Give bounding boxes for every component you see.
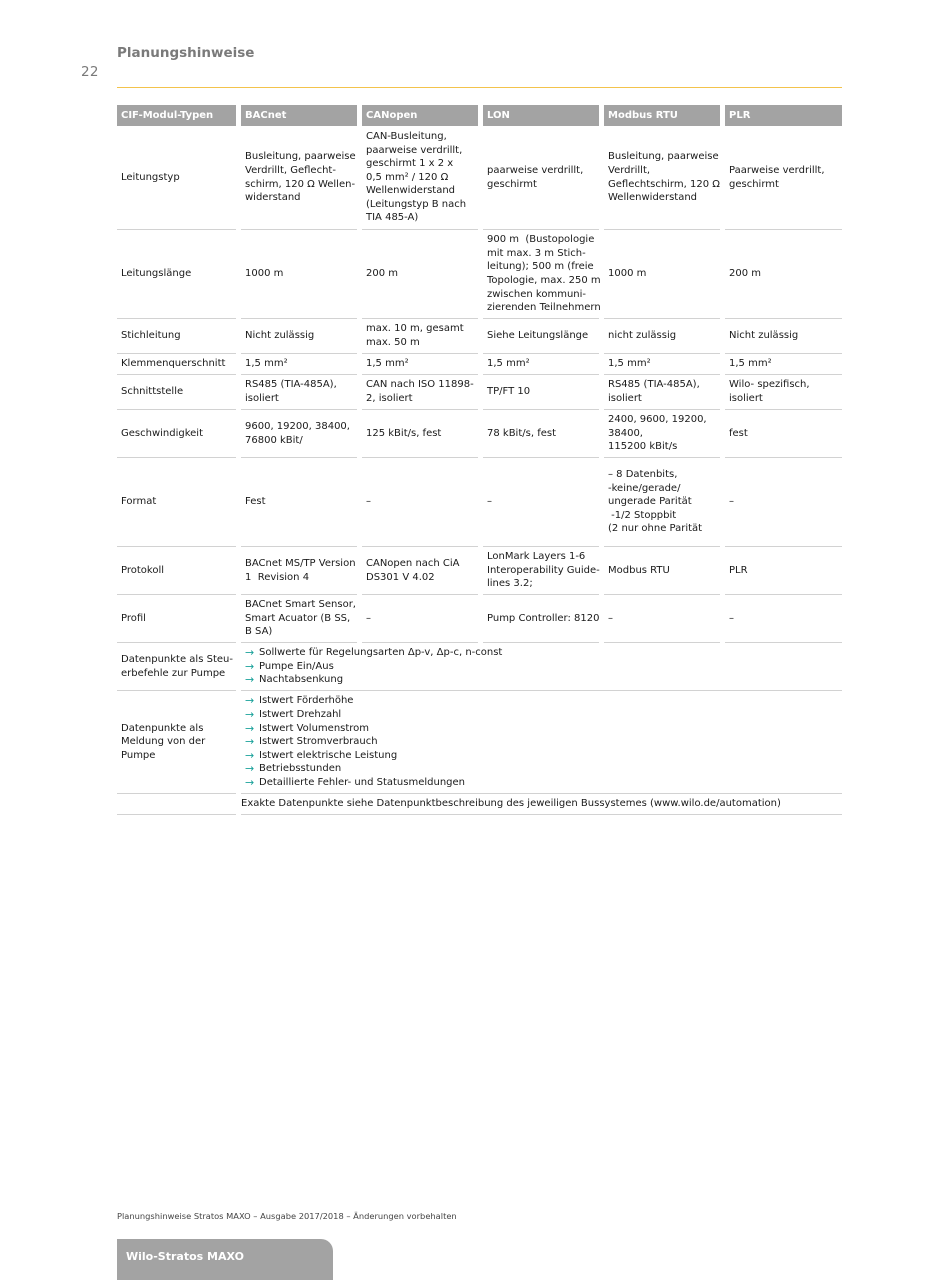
table-cell-line: 9600, 19200, 38400,	[245, 420, 350, 432]
row-label: Leitungslänge	[117, 230, 236, 319]
table-cell	[725, 458, 842, 547]
table-cell	[362, 458, 478, 547]
table-row	[117, 458, 842, 547]
row-label: Profil	[117, 595, 236, 643]
table-row	[117, 230, 842, 319]
table-cell	[483, 547, 599, 595]
row-label-line: Datenpunkte als	[121, 722, 204, 734]
control-points-row	[117, 643, 842, 691]
table-cell-line: DS301 V 4.02	[366, 571, 435, 583]
table-cell-line: isoliert	[245, 393, 279, 404]
table-cell-line: 1,5 mm²	[729, 358, 772, 370]
table-cell	[362, 230, 478, 319]
table-cell	[241, 458, 357, 547]
arrow-right-icon: →	[245, 659, 255, 673]
table-cell-line: geschirmt 1 x 2 x	[366, 158, 454, 170]
arrow-right-icon: →	[245, 721, 255, 735]
table-row	[117, 595, 842, 643]
list-item-text: Sollwerte für Regelungsarten Δp-v, Δp-c, n-const	[259, 647, 503, 659]
table-cell-line: Wilo- spezifisch,	[729, 379, 810, 391]
row-label-line: Meldung von der	[121, 736, 206, 748]
row-label: Geschwindigkeit	[117, 410, 236, 458]
table-cell-line: B SA)	[245, 626, 273, 638]
list-item-text: Istwert Stromverbrauch	[259, 736, 378, 748]
table-cell	[725, 319, 842, 354]
table-cell	[241, 547, 357, 595]
table-cell-line: 1,5 mm²	[245, 358, 288, 370]
list-item-text: Pumpe Ein/Aus	[259, 660, 334, 672]
list-item	[245, 660, 838, 674]
table-cell	[241, 375, 357, 410]
table-cell-line: -1/2 Stoppbit	[608, 509, 677, 521]
table-cell	[241, 410, 357, 458]
row-label: Leitungstyp	[117, 126, 236, 230]
list-item-text: Detaillierte Fehler- und Statusmeldungen	[259, 776, 466, 788]
row-label-line: erbefehle zur Pumpe	[121, 667, 226, 679]
footer-text: Planungshinweise Stratos MAXO – Ausgabe 2017/2018 – Änderungen vorbehalten	[117, 1211, 457, 1221]
table-cell	[483, 595, 599, 643]
table-row	[117, 410, 842, 458]
table-cell	[604, 595, 720, 643]
table-cell	[241, 595, 357, 643]
table-cell-line: ungerade Parität	[608, 496, 692, 508]
table-cell	[362, 410, 478, 458]
row-label-line: Datenpunkte als Steu-	[121, 653, 233, 665]
table-cell-line: LonMark Layers 1-6	[487, 551, 586, 563]
table-cell-line: CAN-Busleitung,	[366, 130, 447, 142]
footer-tab	[117, 1239, 333, 1280]
table-cell-line: TP/FT 10	[487, 386, 531, 398]
list-item	[245, 646, 838, 660]
table-cell-line: CANopen nach CiA	[366, 557, 460, 569]
list-item	[245, 776, 838, 790]
table-row	[117, 126, 842, 230]
table-cell	[604, 354, 720, 375]
table-cell-line: isoliert	[729, 393, 763, 404]
table-cell	[483, 354, 599, 375]
table-cell	[725, 354, 842, 375]
table-cell-line: max. 50 m	[366, 337, 420, 348]
table-row	[117, 547, 842, 595]
row-label	[117, 691, 236, 794]
table-cell	[362, 547, 478, 595]
list-item-text: Nachtabsenkung	[259, 674, 344, 686]
table-cell-line: Nicht zulässig	[729, 330, 799, 342]
note-row	[117, 794, 842, 815]
table-cell-line: Paarweise verdrillt,	[729, 164, 825, 176]
table-cell-line: 900 m (Bustopologie	[487, 234, 595, 246]
arrow-right-icon: →	[245, 735, 255, 749]
table-cell	[604, 458, 720, 547]
table-cell-line: 125 kBit/s, fest	[366, 427, 442, 439]
table-cell-line: Wellenwiderstand	[608, 192, 698, 204]
row-label: Klemmenquerschnitt	[117, 354, 236, 375]
table-cell	[241, 230, 357, 319]
table-cell	[483, 410, 599, 458]
table-cell-line: paarweise verdrillt,	[366, 144, 463, 156]
table-cell-line: schirm, 120 Ω Wellen-	[245, 178, 356, 190]
table-cell-line: leitung); 500 m (freie	[487, 261, 594, 273]
column-header: BACnet	[241, 105, 357, 126]
table-cell	[725, 547, 842, 595]
table-cell	[362, 595, 478, 643]
table-cell-line: Pump Controller: 8120	[487, 612, 600, 624]
list-item	[245, 673, 838, 687]
table-cell-line: –	[729, 496, 734, 508]
table-cell-line: Geflechtschirm, 120 Ω	[608, 178, 720, 190]
table-cell-line: –	[608, 612, 613, 624]
list-item-text: Istwert elektrische Leistung	[259, 749, 398, 761]
table-cell-line: (2 nur ohne Parität	[608, 523, 703, 535]
table-cell	[483, 126, 599, 230]
arrow-right-icon: →	[245, 775, 255, 789]
row-label: Stichleitung	[117, 319, 236, 354]
table-cell-line: lines 3.2;	[487, 578, 533, 590]
arrow-right-icon: →	[245, 748, 255, 762]
table-cell-line: Busleitung, paarweise	[245, 151, 356, 163]
table-cell-line: Wellenwiderstand	[366, 185, 456, 197]
table-cell	[725, 595, 842, 643]
table-cell-line: 76800 kBit/	[245, 434, 303, 446]
table-cell	[604, 410, 720, 458]
table-cell	[362, 354, 478, 375]
table-cell-line: Busleitung, paarweise	[608, 151, 719, 163]
table-cell-line: 2, isoliert	[366, 393, 413, 404]
table-cell-line: 200 m	[366, 268, 399, 280]
arrow-right-icon: →	[245, 646, 255, 660]
table-cell-line: 1,5 mm²	[487, 358, 530, 370]
table-cell	[725, 230, 842, 319]
list-item	[245, 735, 838, 749]
table-cell-line: CAN nach ISO 11898-	[366, 379, 474, 391]
table-cell	[241, 319, 357, 354]
table-cell-line: 0,5 mm² / 120 Ω	[366, 171, 449, 183]
table-cell-line: RS485 (TIA-485A),	[608, 379, 700, 391]
table-cell-line: 38400,	[608, 427, 643, 439]
list-item	[245, 708, 838, 722]
bullet-list	[241, 643, 842, 691]
column-header: Modbus RTU	[604, 105, 720, 126]
table-cell-line: Smart Acuator (B SS,	[245, 612, 351, 624]
bullet-list	[241, 691, 842, 794]
table-cell-line: –	[487, 496, 492, 508]
table-cell-line: 78 kBit/s, fest	[487, 427, 556, 439]
table-cell-line: Verdrillt,	[608, 164, 651, 176]
table-header-row	[117, 105, 842, 126]
row-label	[117, 794, 236, 815]
table-cell-line: 1000 m	[245, 268, 284, 280]
table-cell	[725, 375, 842, 410]
specification-table	[117, 105, 842, 815]
table-cell-line: zwischen kommuni-	[487, 288, 587, 300]
list-item-text: Betriebsstunden	[259, 763, 342, 775]
header-rule	[117, 87, 842, 88]
table-cell	[604, 126, 720, 230]
table-cell-line: RS485 (TIA-485A),	[245, 379, 337, 391]
table-cell-line: 1,5 mm²	[366, 358, 409, 370]
table-cell	[362, 319, 478, 354]
list-item-text: Istwert Volumenstrom	[259, 722, 370, 734]
table-cell	[604, 375, 720, 410]
arrow-right-icon: →	[245, 708, 255, 722]
table-cell-line: zierenden Teilnehmern	[487, 302, 601, 314]
arrow-right-icon: →	[245, 694, 255, 708]
table-cell-line: 1 Revision 4	[245, 571, 310, 583]
table-cell	[483, 319, 599, 354]
table-cell	[241, 126, 357, 230]
table-cell-line: PLR	[729, 564, 748, 576]
table-cell-line: TIA 485-A)	[366, 212, 419, 224]
column-header: CIF-Modul-Typen	[117, 105, 236, 126]
row-label	[117, 643, 236, 691]
table-cell-line: 115200 kBit/s	[608, 441, 678, 453]
table-cell-line: Fest	[245, 496, 266, 508]
table-cell-line: –	[729, 612, 734, 624]
table-row	[117, 319, 842, 354]
report-points-row	[117, 691, 842, 794]
table-cell-line: Nicht zulässig	[245, 330, 315, 342]
table-cell-line: BACnet Smart Sensor,	[245, 599, 356, 611]
list-item	[245, 762, 838, 776]
list-item-text: Istwert Drehzahl	[259, 709, 342, 721]
table-cell-line: geschirmt	[729, 178, 779, 190]
row-label: Format	[117, 458, 236, 547]
table-cell	[483, 458, 599, 547]
table-cell-line: geschirmt	[487, 178, 537, 190]
table-cell	[362, 375, 478, 410]
table-cell-line: BACnet MS/TP Version	[245, 557, 356, 569]
column-header: PLR	[725, 105, 842, 126]
table-cell-line: (Leitungstyp B nach	[366, 198, 467, 210]
table-cell-line: 1,5 mm²	[608, 358, 651, 370]
table-cell	[725, 126, 842, 230]
list-item-text: Istwert Förderhöhe	[259, 695, 354, 707]
table-cell-line: Modbus RTU	[608, 564, 670, 576]
table-cell	[604, 547, 720, 595]
section-title: Planungshinweise	[117, 45, 255, 61]
table-cell-line: –	[366, 612, 371, 624]
note-text: Exakte Datenpunkte siehe Datenpunktbeschreibung des jeweiligen Bussystemes (www.wilo.de/automation)	[241, 794, 842, 815]
row-label: Protokoll	[117, 547, 236, 595]
list-item	[245, 722, 838, 736]
table-row	[117, 354, 842, 375]
arrow-right-icon: →	[245, 673, 255, 687]
table-cell	[241, 354, 357, 375]
table-cell-line: 2400, 9600, 19200,	[608, 414, 707, 426]
table-cell-line: widerstand	[245, 192, 301, 204]
table-cell	[483, 375, 599, 410]
table-cell	[604, 230, 720, 319]
table-cell-line: isoliert	[608, 393, 642, 404]
page-number: 22	[81, 64, 99, 80]
table-cell-line: Siehe Leitungslänge	[487, 330, 589, 342]
table-cell-line: paarweise verdrillt,	[487, 164, 584, 176]
footer-tab-label: Wilo-Stratos MAXO	[126, 1250, 244, 1263]
list-item	[245, 749, 838, 763]
table-cell-line: fest	[729, 427, 748, 439]
table-cell-line: Verdrillt, Geflecht-	[245, 164, 336, 176]
table-cell	[483, 230, 599, 319]
table-cell	[362, 126, 478, 230]
table-row	[117, 375, 842, 410]
table-cell-line: mit max. 3 m Stich-	[487, 247, 586, 259]
table-cell-line: nicht zulässig	[608, 330, 677, 342]
table-cell	[725, 410, 842, 458]
table-cell-line: Interoperability Guide-	[487, 564, 600, 576]
table-cell-line: Topologie, max. 250 m	[487, 275, 601, 286]
table-cell-line: 200 m	[729, 268, 762, 280]
table-cell-line: 1000 m	[608, 268, 647, 280]
column-header: CANopen	[362, 105, 478, 126]
row-label: Schnittstelle	[117, 375, 236, 410]
column-header: LON	[483, 105, 599, 126]
table-cell-line: –	[366, 496, 371, 508]
table-cell-line: – 8 Datenbits,	[608, 469, 678, 481]
list-item	[245, 694, 838, 708]
table-cell-line: -keine/gerade/	[608, 482, 681, 494]
table-cell-line: max. 10 m, gesamt	[366, 323, 464, 335]
row-label-line: Pumpe	[121, 749, 156, 761]
table-cell	[604, 319, 720, 354]
arrow-right-icon: →	[245, 762, 255, 776]
